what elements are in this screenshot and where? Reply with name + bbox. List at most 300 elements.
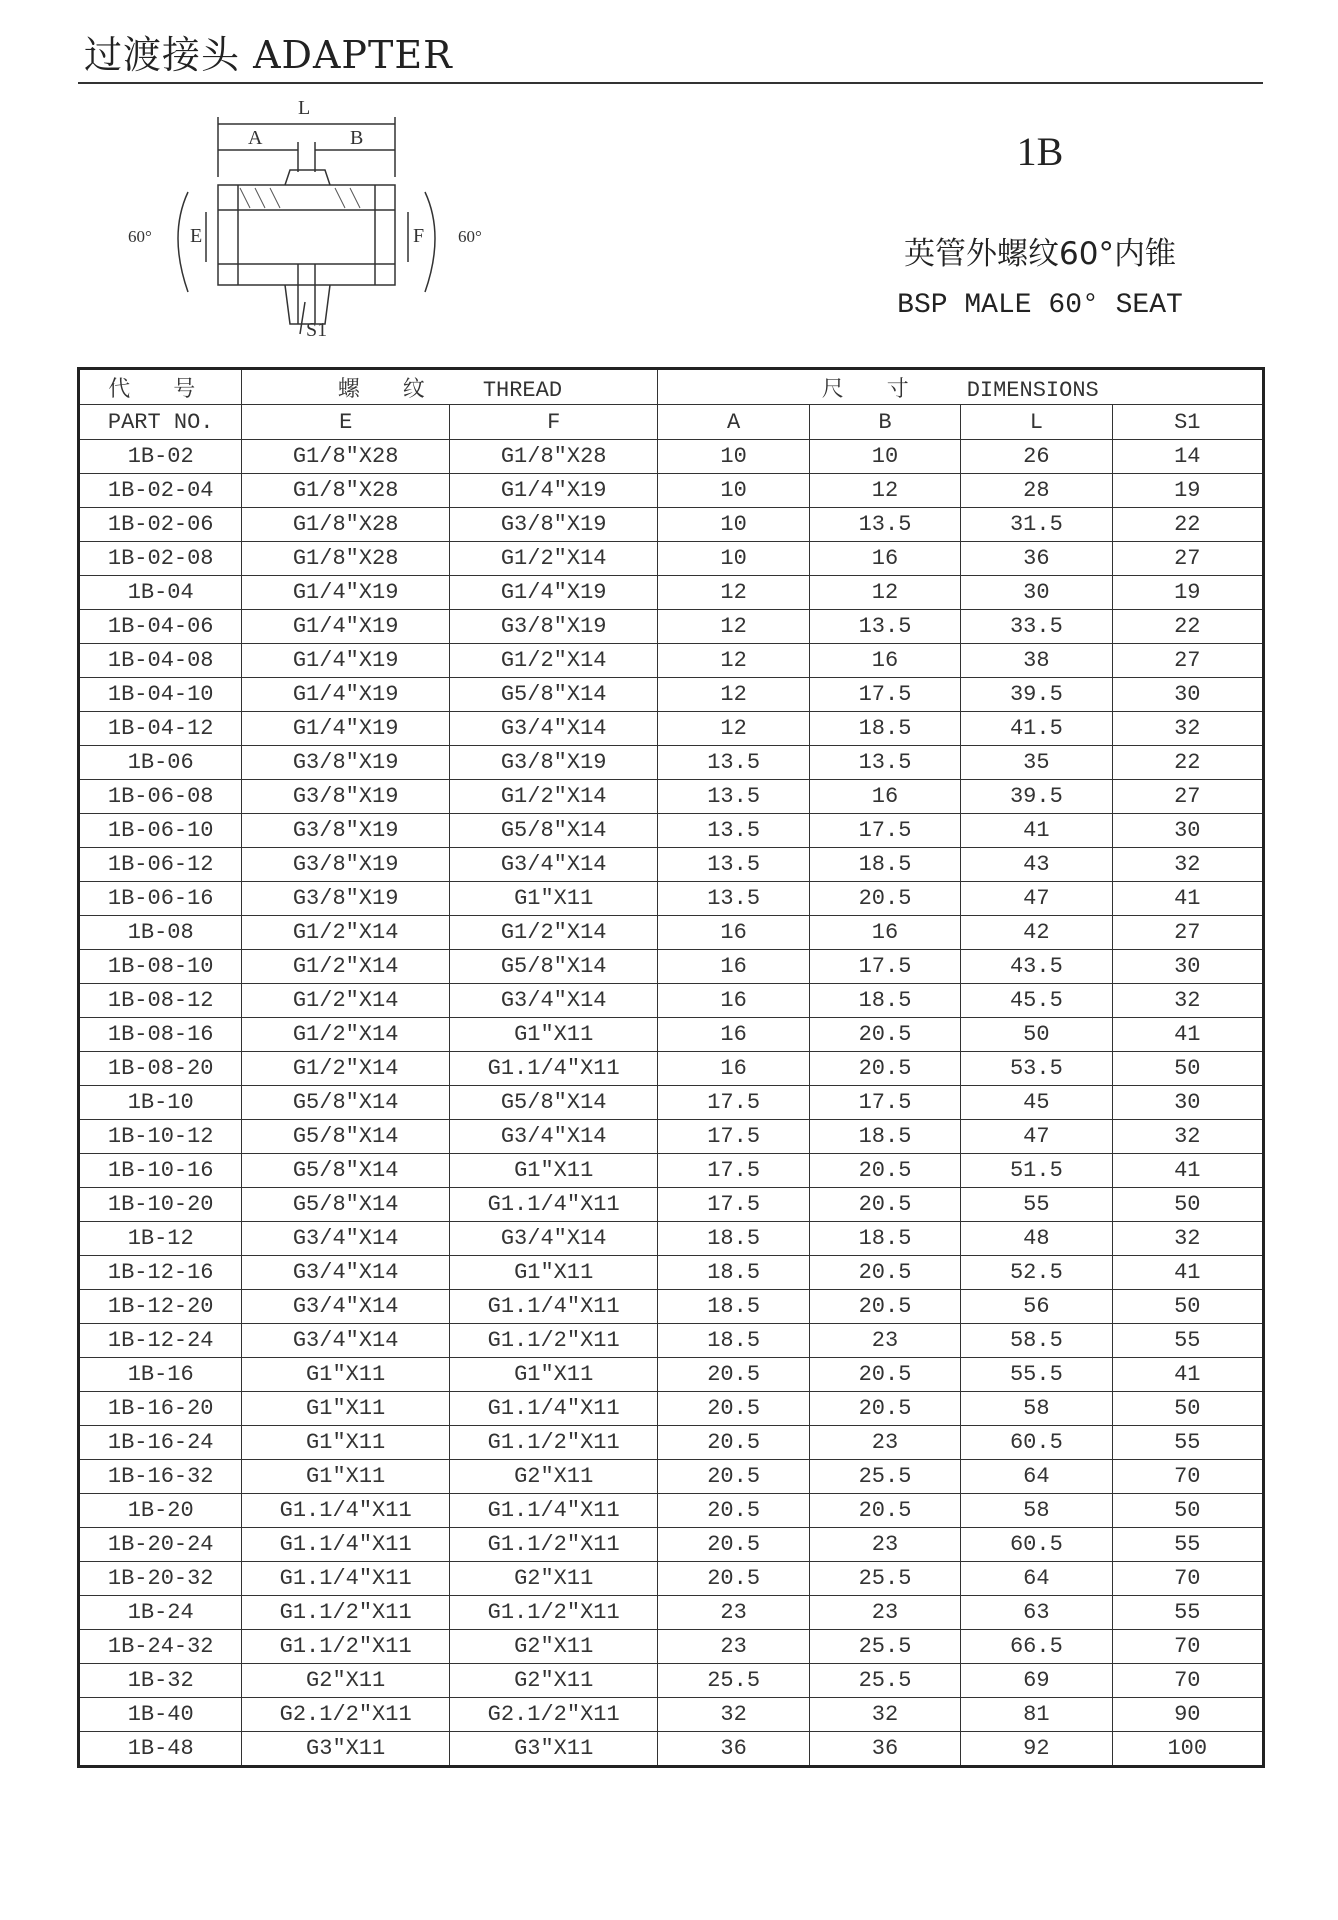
table-cell: 36 xyxy=(658,1732,809,1767)
table-cell: 36 xyxy=(961,542,1112,576)
dimensions-group-header: 尺 寸 DIMENSIONS xyxy=(658,369,1264,405)
label-angle-left: 60° xyxy=(128,227,152,246)
table-cell: 12 xyxy=(658,678,809,712)
table-cell: G2″X11 xyxy=(449,1630,658,1664)
table-cell: 32 xyxy=(658,1698,809,1732)
model-code: 1B xyxy=(1016,129,1064,174)
table-cell: G1″X11 xyxy=(449,1154,658,1188)
spec-table xyxy=(77,367,1265,1768)
table-cell: 13.5 xyxy=(658,882,809,916)
table-row xyxy=(79,576,1264,610)
table-cell: G2″X11 xyxy=(242,1664,450,1698)
table-cell: 45 xyxy=(961,1086,1112,1120)
table-cell: 41 xyxy=(1112,882,1263,916)
table-cell: 41 xyxy=(1112,1018,1263,1052)
table-row xyxy=(79,1052,1264,1086)
table-cell: G3/8″X19 xyxy=(242,882,450,916)
table-cell: 20.5 xyxy=(809,1256,960,1290)
table-cell: G1.1/4″X11 xyxy=(242,1528,450,1562)
table-cell: G3/8″X19 xyxy=(449,610,658,644)
table-cell: 27 xyxy=(1112,542,1263,576)
table-row xyxy=(79,1426,1264,1460)
table-cell: 1B-04-10 xyxy=(79,678,242,712)
table-cell: 20.5 xyxy=(809,1358,960,1392)
table-cell: 1B-02-04 xyxy=(79,474,242,508)
part-header-cn: 代 号 xyxy=(79,369,242,405)
angle-arc-right xyxy=(425,192,435,292)
table-cell: 16 xyxy=(658,916,809,950)
table-cell: 13.5 xyxy=(658,814,809,848)
table-cell: 81 xyxy=(961,1698,1112,1732)
table-cell: 50 xyxy=(1112,1392,1263,1426)
table-row xyxy=(79,984,1264,1018)
table-cell: 16 xyxy=(809,542,960,576)
label-A: A xyxy=(248,127,263,149)
table-cell: 23 xyxy=(809,1324,960,1358)
table-cell: 60.5 xyxy=(961,1426,1112,1460)
table-cell: 22 xyxy=(1112,610,1263,644)
table-row xyxy=(79,1324,1264,1358)
table-cell: 13.5 xyxy=(809,610,960,644)
page-title: 过渡接头 ADAPTER xyxy=(84,33,453,77)
table-row xyxy=(79,1018,1264,1052)
table-cell: 1B-08-12 xyxy=(79,984,242,1018)
table-cell: G1/8″X28 xyxy=(242,474,450,508)
table-cell: 20.5 xyxy=(658,1562,809,1596)
table-cell: 16 xyxy=(658,950,809,984)
table-cell: G3/8″X19 xyxy=(242,848,450,882)
table-cell: G5/8″X14 xyxy=(449,814,658,848)
table-row xyxy=(79,1528,1264,1562)
table-cell: 70 xyxy=(1112,1664,1263,1698)
table-cell: G3″X11 xyxy=(449,1732,658,1767)
table-cell: G1/4″X19 xyxy=(242,678,450,712)
table-cell: G1.1/2″X11 xyxy=(449,1596,658,1630)
table-cell: 38 xyxy=(961,644,1112,678)
table-cell: 20.5 xyxy=(809,1188,960,1222)
table-cell: 51.5 xyxy=(961,1154,1112,1188)
table-cell: 1B-16-32 xyxy=(79,1460,242,1494)
table-cell: 25.5 xyxy=(809,1460,960,1494)
table-cell: 16 xyxy=(658,984,809,1018)
table-cell: G1/2″X14 xyxy=(242,1052,450,1086)
table-cell: 55.5 xyxy=(961,1358,1112,1392)
table-cell: 19 xyxy=(1112,474,1263,508)
table-cell: 60.5 xyxy=(961,1528,1112,1562)
table-cell: G1″X11 xyxy=(449,1018,658,1052)
table-row xyxy=(79,1290,1264,1324)
table-cell: 20.5 xyxy=(809,1392,960,1426)
table-cell: 1B-48 xyxy=(79,1732,242,1767)
table-cell: G1.1/2″X11 xyxy=(449,1528,658,1562)
table-cell: G1/4″X19 xyxy=(449,576,658,610)
table-cell: 1B-08-10 xyxy=(79,950,242,984)
table-cell: G5/8″X14 xyxy=(449,950,658,984)
table-cell: 13.5 xyxy=(658,780,809,814)
table-cell: 53.5 xyxy=(961,1052,1112,1086)
table-cell: 12 xyxy=(658,644,809,678)
table-cell: 66.5 xyxy=(961,1630,1112,1664)
table-cell: G1.1/2″X11 xyxy=(449,1426,658,1460)
table-cell: G3/8″X19 xyxy=(242,814,450,848)
spec-table-body xyxy=(79,440,1264,1767)
table-cell: 69 xyxy=(961,1664,1112,1698)
table-row xyxy=(79,678,1264,712)
table-cell: G3/4″X14 xyxy=(242,1324,450,1358)
table-row xyxy=(79,1562,1264,1596)
table-cell: 39.5 xyxy=(961,678,1112,712)
table-cell: 55 xyxy=(1112,1426,1263,1460)
table-cell: 12 xyxy=(658,576,809,610)
table-cell: 43 xyxy=(961,848,1112,882)
table-cell: 1B-04 xyxy=(79,576,242,610)
table-cell: G1/8″X28 xyxy=(242,542,450,576)
angle-arc-left xyxy=(178,192,188,292)
table-cell: G3/8″X19 xyxy=(449,508,658,542)
table-cell: 12 xyxy=(658,610,809,644)
table-cell: 41 xyxy=(1112,1256,1263,1290)
table-cell: 47 xyxy=(961,1120,1112,1154)
table-cell: G1″X11 xyxy=(242,1426,450,1460)
table-cell: G1/8″X28 xyxy=(449,440,658,474)
table-cell: 39.5 xyxy=(961,780,1112,814)
table-row xyxy=(79,746,1264,780)
table-cell: 70 xyxy=(1112,1630,1263,1664)
table-cell: 23 xyxy=(658,1596,809,1630)
table-cell: 16 xyxy=(809,780,960,814)
table-row xyxy=(79,474,1264,508)
table-cell: G1.1/4″X11 xyxy=(242,1494,450,1528)
table-row xyxy=(79,1698,1264,1732)
table-cell: 30 xyxy=(961,576,1112,610)
table-cell: 16 xyxy=(658,1018,809,1052)
table-cell: 1B-08-20 xyxy=(79,1052,242,1086)
table-cell: 22 xyxy=(1112,508,1263,542)
table-cell: 58 xyxy=(961,1392,1112,1426)
table-cell: 18.5 xyxy=(658,1324,809,1358)
table-cell: 22 xyxy=(1112,746,1263,780)
table-cell: 20.5 xyxy=(658,1460,809,1494)
table-cell: 1B-20-32 xyxy=(79,1562,242,1596)
table-row xyxy=(79,848,1264,882)
table-cell: 1B-10 xyxy=(79,1086,242,1120)
thread-group-header: 螺 纹 THREAD xyxy=(242,369,658,405)
table-cell: 18.5 xyxy=(809,984,960,1018)
table-cell: G5/8″X14 xyxy=(449,1086,658,1120)
table-cell: 19 xyxy=(1112,576,1263,610)
table-cell: 55 xyxy=(1112,1528,1263,1562)
table-cell: G3/4″X14 xyxy=(449,848,658,882)
table-cell: G1.1/4″X11 xyxy=(449,1494,658,1528)
table-row xyxy=(79,916,1264,950)
table-cell: 20.5 xyxy=(658,1358,809,1392)
table-cell: 1B-10-16 xyxy=(79,1154,242,1188)
table-cell: 16 xyxy=(809,916,960,950)
table-cell: 20.5 xyxy=(658,1528,809,1562)
table-cell: G3/4″X14 xyxy=(242,1256,450,1290)
table-cell: 63 xyxy=(961,1596,1112,1630)
table-cell: G2.1/2″X11 xyxy=(242,1698,450,1732)
column-header: L xyxy=(961,405,1112,440)
table-cell: 42 xyxy=(961,916,1112,950)
table-cell: 1B-02-06 xyxy=(79,508,242,542)
table-cell: 27 xyxy=(1112,780,1263,814)
table-cell: G1″X11 xyxy=(449,1358,658,1392)
table-cell: 33.5 xyxy=(961,610,1112,644)
table-cell: 20.5 xyxy=(658,1494,809,1528)
table-cell: 55 xyxy=(1112,1324,1263,1358)
table-cell: G1.1/4″X11 xyxy=(449,1290,658,1324)
table-cell: 41 xyxy=(1112,1358,1263,1392)
table-cell: 1B-02 xyxy=(79,440,242,474)
table-cell: 23 xyxy=(809,1528,960,1562)
table-cell: 43.5 xyxy=(961,950,1112,984)
table-cell: G1.1/4″X11 xyxy=(242,1562,450,1596)
table-cell: 12 xyxy=(658,712,809,746)
table-row xyxy=(79,1188,1264,1222)
table-row xyxy=(79,1630,1264,1664)
table-row xyxy=(79,814,1264,848)
table-cell: G1/4″X19 xyxy=(242,610,450,644)
table-cell: 18.5 xyxy=(809,1120,960,1154)
table-cell: 17.5 xyxy=(658,1188,809,1222)
table-cell: G1″X11 xyxy=(242,1392,450,1426)
table-row xyxy=(79,644,1264,678)
adapter-drawing xyxy=(120,92,520,342)
table-cell: 90 xyxy=(1112,1698,1263,1732)
table-cell: G3/4″X14 xyxy=(449,1222,658,1256)
table-cell: 50 xyxy=(1112,1188,1263,1222)
table-row xyxy=(79,1460,1264,1494)
table-cell: G5/8″X14 xyxy=(242,1086,450,1120)
table-cell: 30 xyxy=(1112,814,1263,848)
table-cell: 25.5 xyxy=(658,1664,809,1698)
table-cell: 52.5 xyxy=(961,1256,1112,1290)
table-cell: 13.5 xyxy=(809,746,960,780)
table-cell: 1B-10-20 xyxy=(79,1188,242,1222)
table-cell: 31.5 xyxy=(961,508,1112,542)
table-cell: G1/4″X19 xyxy=(242,712,450,746)
table-cell: G3/4″X14 xyxy=(449,712,658,746)
table-cell: 20.5 xyxy=(809,1154,960,1188)
table-cell: 45.5 xyxy=(961,984,1112,1018)
table-cell: 1B-06-08 xyxy=(79,780,242,814)
column-header: F xyxy=(449,405,658,440)
table-cell: 50 xyxy=(961,1018,1112,1052)
table-cell: 28 xyxy=(961,474,1112,508)
table-cell: 30 xyxy=(1112,678,1263,712)
table-cell: G1.1/4″X11 xyxy=(449,1188,658,1222)
table-cell: 92 xyxy=(961,1732,1112,1767)
label-F: F xyxy=(413,225,425,247)
leader-S1 xyxy=(300,302,305,334)
table-cell: 1B-04-12 xyxy=(79,712,242,746)
table-cell: 23 xyxy=(809,1426,960,1460)
label-S1: S1 xyxy=(306,319,328,341)
table-cell: G3/4″X14 xyxy=(242,1222,450,1256)
table-row xyxy=(79,1392,1264,1426)
description-english: BSP MALE 60° SEAT xyxy=(897,290,1183,321)
table-row xyxy=(79,950,1264,984)
table-cell: G3/8″X19 xyxy=(242,746,450,780)
table-cell: G1″X11 xyxy=(242,1358,450,1392)
table-row xyxy=(79,1086,1264,1120)
table-cell: 1B-08-16 xyxy=(79,1018,242,1052)
table-cell: 10 xyxy=(658,474,809,508)
table-cell: 41 xyxy=(1112,1154,1263,1188)
table-cell: 1B-24 xyxy=(79,1596,242,1630)
table-cell: 17.5 xyxy=(809,950,960,984)
table-cell: 10 xyxy=(809,440,960,474)
table-cell: 16 xyxy=(658,1052,809,1086)
table-cell: 16 xyxy=(809,644,960,678)
table-cell: 1B-12-16 xyxy=(79,1256,242,1290)
table-cell: G1″X11 xyxy=(242,1460,450,1494)
table-cell: 1B-20-24 xyxy=(79,1528,242,1562)
table-cell: 17.5 xyxy=(658,1120,809,1154)
table-cell: 100 xyxy=(1112,1732,1263,1767)
column-header: B xyxy=(809,405,960,440)
table-cell: 17.5 xyxy=(809,678,960,712)
table-cell: G1/2″X14 xyxy=(449,780,658,814)
table-cell: 18.5 xyxy=(658,1290,809,1324)
table-row xyxy=(79,1664,1264,1698)
table-cell: 1B-06 xyxy=(79,746,242,780)
table-cell: G5/8″X14 xyxy=(449,678,658,712)
table-cell: 41 xyxy=(961,814,1112,848)
table-cell: G5/8″X14 xyxy=(242,1120,450,1154)
table-row xyxy=(79,1732,1264,1767)
table-cell: G5/8″X14 xyxy=(242,1188,450,1222)
table-row xyxy=(79,1596,1264,1630)
table-cell: G1/4″X19 xyxy=(242,644,450,678)
table-cell: 32 xyxy=(1112,1222,1263,1256)
table-cell: 58 xyxy=(961,1494,1112,1528)
table-cell: 50 xyxy=(1112,1052,1263,1086)
table-cell: 17.5 xyxy=(809,814,960,848)
table-row xyxy=(79,1256,1264,1290)
table-cell: G1.1/4″X11 xyxy=(449,1052,658,1086)
table-cell: 30 xyxy=(1112,950,1263,984)
table-row xyxy=(79,1222,1264,1256)
table-cell: 20.5 xyxy=(809,1052,960,1086)
table-cell: G1/2″X14 xyxy=(242,950,450,984)
table-cell: 17.5 xyxy=(658,1154,809,1188)
column-header: S1 xyxy=(1112,405,1263,440)
table-row xyxy=(79,508,1264,542)
table-cell: 27 xyxy=(1112,644,1263,678)
column-header: A xyxy=(658,405,809,440)
table-cell: 1B-24-32 xyxy=(79,1630,242,1664)
table-cell: G1/4″X19 xyxy=(242,576,450,610)
table-cell: 70 xyxy=(1112,1460,1263,1494)
label-B: B xyxy=(350,127,364,149)
table-cell: 56 xyxy=(961,1290,1112,1324)
table-cell: 47 xyxy=(961,882,1112,916)
table-cell: 58.5 xyxy=(961,1324,1112,1358)
table-row xyxy=(79,440,1264,474)
table-cell: 1B-12-24 xyxy=(79,1324,242,1358)
table-row xyxy=(79,712,1264,746)
table-cell: 23 xyxy=(809,1596,960,1630)
table-cell: 50 xyxy=(1112,1494,1263,1528)
table-cell: G1/2″X14 xyxy=(242,916,450,950)
table-cell: G1.1/2″X11 xyxy=(242,1596,450,1630)
table-cell: 13.5 xyxy=(658,848,809,882)
table-cell: 55 xyxy=(1112,1596,1263,1630)
label-E: E xyxy=(190,225,203,247)
table-cell: 1B-02-08 xyxy=(79,542,242,576)
table-cell: 17.5 xyxy=(809,1086,960,1120)
group-header-row xyxy=(79,369,1264,405)
table-cell: G1.1/4″X11 xyxy=(449,1392,658,1426)
table-cell: 25.5 xyxy=(809,1562,960,1596)
table-row xyxy=(79,1358,1264,1392)
table-cell: 1B-04-06 xyxy=(79,610,242,644)
table-cell: 1B-32 xyxy=(79,1664,242,1698)
table-cell: 70 xyxy=(1112,1562,1263,1596)
table-cell: 18.5 xyxy=(658,1256,809,1290)
table-cell: 18.5 xyxy=(809,712,960,746)
table-cell: 20.5 xyxy=(809,1290,960,1324)
table-cell: 35 xyxy=(961,746,1112,780)
table-row xyxy=(79,1494,1264,1528)
hex-collar-top xyxy=(285,170,330,185)
table-cell: 17.5 xyxy=(658,1086,809,1120)
table-cell: G1″X11 xyxy=(449,1256,658,1290)
table-cell: G5/8″X14 xyxy=(242,1154,450,1188)
table-cell: G2″X11 xyxy=(449,1562,658,1596)
table-cell: 32 xyxy=(1112,848,1263,882)
table-cell: 13.5 xyxy=(658,746,809,780)
table-cell: 25.5 xyxy=(809,1630,960,1664)
table-cell: 20.5 xyxy=(658,1392,809,1426)
table-cell: 50 xyxy=(1112,1290,1263,1324)
table-cell: 14 xyxy=(1112,440,1263,474)
table-cell: G1″X11 xyxy=(449,882,658,916)
table-cell: 18.5 xyxy=(658,1222,809,1256)
table-cell: 41.5 xyxy=(961,712,1112,746)
table-cell: 10 xyxy=(658,440,809,474)
column-header-row xyxy=(79,405,1264,440)
table-cell: G2″X11 xyxy=(449,1664,658,1698)
table-cell: 1B-06-16 xyxy=(79,882,242,916)
table-cell: G1.1/2″X11 xyxy=(242,1630,450,1664)
table-cell: 55 xyxy=(961,1188,1112,1222)
body-outline xyxy=(218,185,395,285)
table-cell: 18.5 xyxy=(809,1222,960,1256)
table-cell: G3/4″X14 xyxy=(242,1290,450,1324)
table-cell: G1/8″X28 xyxy=(242,440,450,474)
table-cell: 32 xyxy=(809,1698,960,1732)
table-cell: 48 xyxy=(961,1222,1112,1256)
table-cell: 1B-06-12 xyxy=(79,848,242,882)
table-cell: 1B-40 xyxy=(79,1698,242,1732)
table-cell: G1/2″X14 xyxy=(242,1018,450,1052)
table-cell: 1B-16-20 xyxy=(79,1392,242,1426)
table-cell: 30 xyxy=(1112,1086,1263,1120)
table-cell: 10 xyxy=(658,508,809,542)
table-row xyxy=(79,882,1264,916)
table-cell: 1B-04-08 xyxy=(79,644,242,678)
table-cell: G1/2″X14 xyxy=(449,916,658,950)
table-cell: G1/2″X14 xyxy=(449,542,658,576)
table-cell: 20.5 xyxy=(809,1018,960,1052)
table-cell: G3/4″X14 xyxy=(449,984,658,1018)
table-cell: 1B-16 xyxy=(79,1358,242,1392)
table-cell: 12 xyxy=(809,474,960,508)
table-cell: G3/8″X19 xyxy=(242,780,450,814)
